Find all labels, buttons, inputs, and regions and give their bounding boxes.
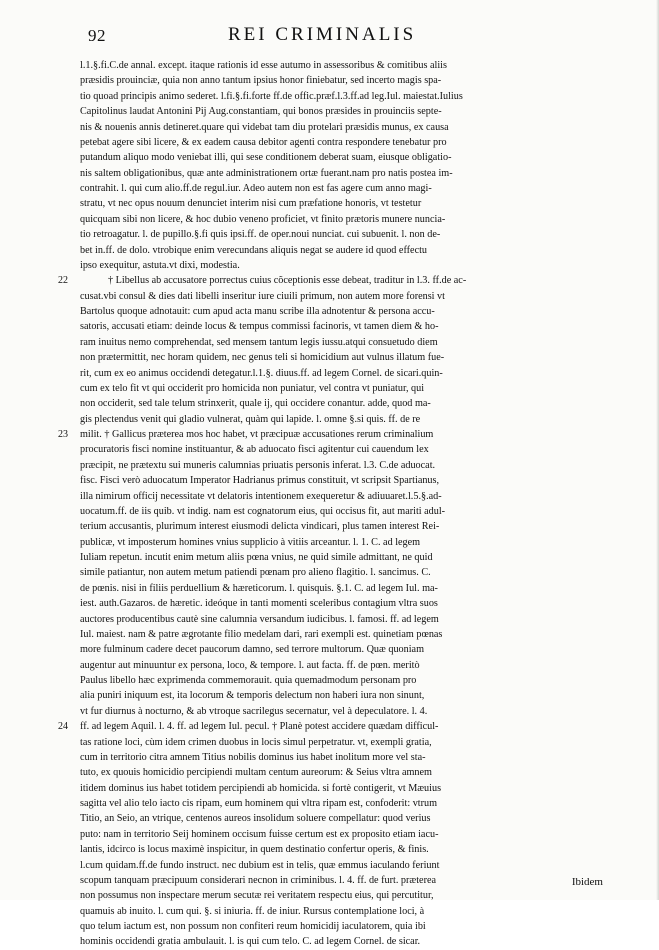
- line-text: Titio, an Seio, an vtrique, centenos aureos insolidum soluere compellatur: quod verius: [80, 813, 431, 825]
- line-text: l.1.§.fi.C.de annal. except. itaque rationis id esse autumo in assessoribus & comitibus aliis: [80, 60, 447, 71]
- text-line: [80, 319, 620, 334]
- line-text: quicquam sibi non licere, & hoc dubio veneno proficiet, vt finito prætoris munere nuncia-: [80, 213, 446, 225]
- line-text: puto: nam in territorio Seij hominem occisum fuisse certum est ex proposito etiam iacu-: [80, 828, 439, 840]
- text-line: [80, 796, 620, 811]
- text-line: [80, 827, 620, 842]
- text-line: [80, 688, 620, 703]
- text-line: [58, 273, 620, 288]
- line-text: ram inuitus nemo comprehendat, sed mensem tantum legis iussu.atqui consuetudo diem: [80, 336, 438, 348]
- text-line: [80, 473, 620, 488]
- text-line: [58, 427, 620, 442]
- line-text: l.cum quidam.ff.de fundo instruct. nec dubium est in telis, quæ emmus iaculando feriunt: [80, 859, 440, 871]
- line-text: vt fur diurnus à nocturno, & ab vtroque sacrilegus secernatur, vel à depeculatore. l. 4.: [80, 705, 428, 717]
- line-text: scopum tanquam præcipuum considerari necnon in criminibus. l. 4. ff. de furt. præterea: [80, 874, 437, 886]
- text-line: [80, 934, 620, 949]
- line-text: bet in.ff. de dolo. vtrobique enim verecundans aliquis negat se audere id quod effectu: [80, 244, 428, 256]
- line-text: nis & nouenis annis detineret.quare qui videbat tam diu protelari præsidis munus, ex causa: [80, 121, 449, 133]
- text-line: [80, 258, 620, 273]
- text-line: [80, 396, 620, 411]
- page-number: 92: [88, 26, 106, 45]
- text-line: [80, 612, 620, 627]
- line-text: cusat.vbi consul & dies dati libelli inseritur iure ciuili primum, non autem more forensi vt: [80, 290, 445, 302]
- text-line: [80, 304, 620, 319]
- text-line: [80, 181, 620, 196]
- line-text: itidem dominus ius habet totidem percipiendi ab homicida. si fortè contigerit, vt Mæuius: [80, 782, 442, 794]
- text-line: [80, 442, 620, 457]
- line-text: non possumus non inspectare merum secutæ rei veritatem respectu eius, qui percutitur,: [80, 890, 434, 902]
- text-line: [80, 519, 620, 534]
- page-header: [88, 24, 608, 48]
- line-text: tio retroagatur. l. de pupillo.§.fi quis ipsi.ff. de oper.noui nunciat. cui subuenit. l. non de-: [80, 229, 441, 241]
- line-text: Capitolinus laudat Antonini Pij Aug.constantiam, qui bonos præsides in prouinciis septe-: [80, 106, 442, 118]
- line-text: ff. ad legem Aquil. l. 4. ff. ad legem Iul. pecul. † Planè potest accidere quædam difficul-: [80, 721, 439, 733]
- line-text: tas ratione loci, cùm idem crimen duobus in locis simul perpetratur. vt, exempli gratia,: [80, 736, 432, 748]
- text-line: [80, 120, 620, 135]
- line-text: cum in territorio citra amnem Titius nobilis dominus ius habet inolitum more vel sta-: [80, 751, 426, 763]
- margin-number: 24: [58, 721, 68, 733]
- text-line: [80, 412, 620, 427]
- running-title: REI CRIMINALIS: [228, 24, 417, 45]
- line-text: Paulus libello hæc exprimenda commemorauit. quia quemadmodum personam pro: [80, 675, 417, 686]
- line-text: milit. † Gallicus præterea mos hoc habet, vt præcipuæ accusationes rerum criminalium: [80, 429, 434, 440]
- text-line: [80, 335, 620, 350]
- line-text: nis saltem obligationibus, quæ ante administrationem ortæ fuerant.nam pro natis postea im-: [80, 167, 453, 179]
- text-line: [80, 458, 620, 473]
- text-line: [58, 719, 620, 734]
- line-text: simile patiantur, non autem metum patiendi pœnam pro alieno flagitio. l. sancimus. C.: [80, 567, 431, 579]
- text-body: [58, 58, 620, 950]
- text-line: [80, 581, 620, 596]
- text-line: [80, 704, 620, 719]
- line-text: publicæ, vt imposterum homines vnius supplicio à vitiis arceantur. l. 1. C. ad legem: [80, 536, 421, 548]
- line-text: tio quoad principis animo sederet. l.fi.§.fi.forte ff.de offic.præf.l.3.ff.ad leg.Iul. maiestat.Iulius: [80, 90, 463, 102]
- line-text: de pœnis. nisi in filiis perduellium & hæreticorum. l. quisquis. §.1. C. ad legem Iul. ma-: [80, 582, 438, 594]
- line-text: putandum aliquo modo veniebat illi, qui sese conditionem deberat suam, eiusque obligatio-: [80, 152, 452, 164]
- text-line: [80, 212, 620, 227]
- text-line: [80, 596, 620, 611]
- text-line: [80, 550, 620, 565]
- text-line: [80, 504, 620, 519]
- text-line: [80, 489, 620, 504]
- text-line: [80, 673, 620, 688]
- line-text: more fulminum cadere decet paucorum damno, sed terrore multorum. Quæ quoniam: [80, 644, 425, 656]
- text-line: [80, 243, 620, 258]
- line-text: Bartolus quoque adnotauit: cum apud acta manu scribe illa adnotentur & persona accu-: [80, 306, 435, 317]
- line-text: † Libellus ab accusatore porrectus cuius cõceptionis esse debeat, traditur in l.3. ff.de ac-: [108, 275, 467, 287]
- text-line: [80, 735, 620, 750]
- text-line: [80, 135, 620, 150]
- line-text: Iuliam repetun. incutit enim metum aliis pœna vnius, ne quid simile admittant, ne quid: [80, 552, 433, 563]
- text-line: [80, 781, 620, 796]
- line-text: ipso exequitur, astuta.vt dixi, modestia.: [80, 259, 240, 271]
- text-line: [80, 765, 620, 780]
- line-text: gis plectendus venit qui gladio vulnerat, quàm qui lapide. l. omne §.si quis. ff. de re: [80, 413, 421, 425]
- text-line: [80, 888, 620, 903]
- line-text: petebat agere sibi licere, & ex eadem causa debitor agenti contra respondere tenebatur pro: [80, 136, 447, 148]
- line-text: cum ex telo fit vt qui occiderit pro homicida non puniatur, vel contra vt puniatur, qui: [80, 382, 425, 394]
- line-text: præsidis prouinciæ, quia non anno tantum ipsius honor finiebatur, sed incerto magis spa-: [80, 75, 442, 87]
- text-line: [80, 842, 620, 857]
- text-line: [80, 227, 620, 242]
- line-text: stratu, vt nec opus nouum denunciet interim nisi cum præfatione honoris, vt testetur: [80, 198, 422, 210]
- margin-number: 23: [58, 429, 68, 440]
- text-line: [80, 873, 620, 888]
- text-line: [80, 904, 620, 919]
- text-line: [80, 750, 620, 765]
- text-line: [80, 150, 620, 165]
- line-text: procuratoris fisci nomine instituantur, & ab aduocato fisci agitentur cui cauendum lex: [80, 444, 429, 456]
- line-text: rit, cum ex eo animus occidendi detegatur.l.1.§. diuus.ff. ad legem Cornel. de sicari.quin-: [80, 367, 443, 379]
- text-line: [80, 350, 620, 365]
- text-line: [80, 858, 620, 873]
- text-line: [80, 565, 620, 580]
- line-text: præcipit, ne prætextu sui muneris calumnias priuatis personis inferat. l.3. C.de aduocat.: [80, 459, 436, 471]
- text-line: [80, 919, 620, 934]
- text-line: [80, 196, 620, 211]
- line-text: uocatum.ff. de iis quib. vt indig. nam est cognatorum eius, qui occisus fit, aut mariti adul-: [80, 505, 446, 517]
- line-text: satoris, accusati etiam: deinde locus & tempus commissi facinoris, vt tamen diem & ho-: [80, 321, 439, 333]
- line-text: fisc. Fisci verò aduocatum Imperator Hadrianus primus constituit, vt scripsit Spartianus,: [80, 475, 440, 487]
- text-line: [80, 289, 620, 304]
- line-text: Iul. maiest. nam & patre ægrotante filio medelam dari, rari exempli est. quinetiam pœnas: [80, 628, 443, 640]
- catchword: Ibidem: [571, 876, 603, 888]
- line-text: terium accusantis, plurimum interest eiusmodi delicta vindicari, plus tamen interest Rei-: [80, 521, 440, 533]
- margin-number: 22: [58, 275, 68, 287]
- text-line: [80, 535, 620, 550]
- line-text: auctores producentibus cautè sine calumnia versandum iudicibus. l. famosi. ff. ad legem: [80, 613, 439, 625]
- text-line: [80, 811, 620, 826]
- text-line: [80, 73, 620, 88]
- text-line: [80, 166, 620, 181]
- text-line: [80, 366, 620, 381]
- line-text: sagitta vel alio telo iacto cis ripam, eum hominem qui vltra ripam est, confoderit: vtrum: [80, 798, 438, 809]
- text-line: [80, 658, 620, 673]
- line-text: hominis occidendi gratia ambulauit. l. is qui cum telo. C. ad legem Cornel. de sicar.: [80, 936, 421, 948]
- line-text: quamuis ab inuito. l. cum qui. §. si iniuria. ff. de iniur. Rursus contemplatione loci, à: [80, 905, 425, 917]
- line-text: lantis, idcirco is locus maximè inspicitur, in quem destinatio confertur operis, & finis.: [80, 844, 429, 856]
- line-text: non occiderit, sed tale telum strinxerit, quale ij, qui occidere conantur. adde, quod ma-: [80, 398, 431, 410]
- text-line: [80, 381, 620, 396]
- text-line: [80, 58, 620, 73]
- text-line: [80, 642, 620, 657]
- line-text: contrahit. l. qui cum alio.ff.de regul.iur. Adeo autem non est fas agere cum anno magi-: [80, 183, 432, 194]
- line-text: augentur aut minuuntur ex persona, loco, & tempore. l. aut facta. ff. de pœn. meritò: [80, 659, 420, 671]
- line-text: tuto, ex quouis homicidio percipiendi multam centum aureorum: & Seius vltra amnem: [80, 767, 432, 779]
- line-text: quo telum iactum est, non possum non confiteri reum homicidij iaculatorem, quia ibi: [80, 921, 426, 932]
- line-text: non prætermittit, nec horam quidem, nec genus teli si homicidium aut vulnus illatum fue-: [80, 352, 445, 364]
- text-line: [80, 627, 620, 642]
- text-line: [80, 89, 620, 104]
- text-line: [80, 104, 620, 119]
- line-text: alia puniri iniquum est, ita locorum & temporis delectum non haberi iura non sinunt,: [80, 690, 425, 702]
- line-text: iest. auth.Gazaros. de hæretic. ideóque in tanti momenti sceleribus contagium vltra suos: [80, 598, 438, 610]
- line-text: illa nimirum officij necessitate vt delatoris intentionem exequeretur & adiuuaret.l.5.§.ad-: [80, 490, 442, 502]
